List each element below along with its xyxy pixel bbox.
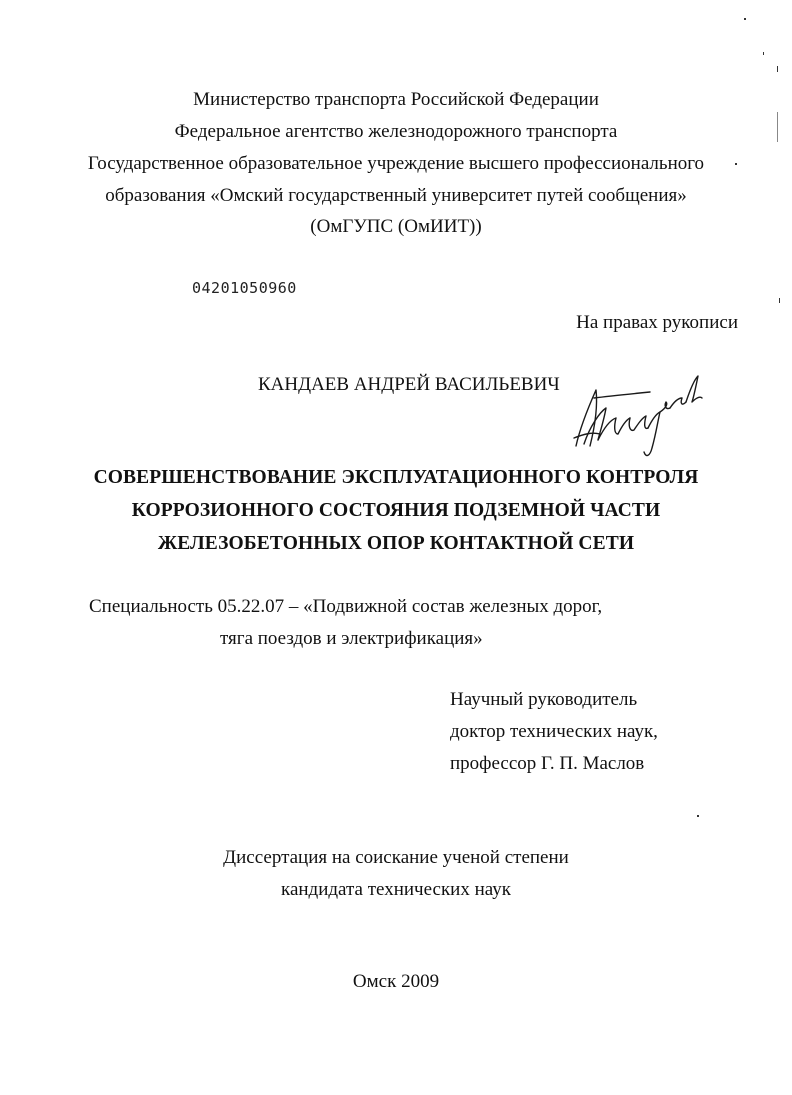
- place-year: Омск 2009: [352, 971, 440, 992]
- title-line-2: КОРРОЗИОННОГО СОСТОЯНИЯ ПОДЗЕМНОЙ ЧАСТИ: [131, 500, 661, 521]
- title-line-1: СОВЕРШЕНСТВОВАНИЕ ЭКСПЛУАТАЦИОННОГО КОНТРОЛЯ: [93, 467, 699, 488]
- specialty-line-2: тяга поездов и электрификация»: [220, 628, 483, 649]
- supervisor-name: профессор Г. П. Маслов: [450, 753, 645, 774]
- specialty-line-1: Специальность 05.22.07 – «Подвижной состав железных дорог,: [89, 596, 603, 617]
- header-agency: Федеральное агентство железнодорожного транспорта: [174, 121, 618, 142]
- degree-line-2: кандидата технических наук: [281, 879, 511, 900]
- supervisor-role: Научный руководитель: [450, 689, 638, 710]
- rights-notice: На правах рукописи: [576, 312, 738, 333]
- degree-line-1: Диссертация на соискание ученой степени: [223, 847, 569, 868]
- scan-speck: [777, 112, 778, 142]
- scan-speck: [763, 52, 764, 55]
- header-abbreviation: (ОмГУПС (ОмИИТ)): [310, 216, 482, 237]
- header-ministry: Министерство транспорта Российской Федерации: [193, 89, 599, 110]
- scan-speck: [735, 163, 737, 165]
- author-signature: [570, 368, 705, 463]
- scan-speck: [777, 66, 778, 72]
- author-name: КАНДАЕВ АНДРЕЙ ВАСИЛЬЕВИЧ: [258, 374, 560, 395]
- supervisor-degree: доктор технических наук,: [450, 721, 658, 742]
- header-institution-line1: Государственное образовательное учреждение высшего профессионального: [87, 153, 705, 174]
- scan-speck: [779, 298, 780, 303]
- header-institution-line2: образования «Омский государственный университет путей сообщения»: [105, 185, 687, 206]
- scan-speck: [697, 815, 699, 817]
- scan-speck: [744, 18, 746, 20]
- title-line-3: ЖЕЛЕЗОБЕТОННЫХ ОПОР КОНТАКТНОЙ СЕТИ: [157, 533, 635, 554]
- document-code: 04201050960: [192, 279, 297, 297]
